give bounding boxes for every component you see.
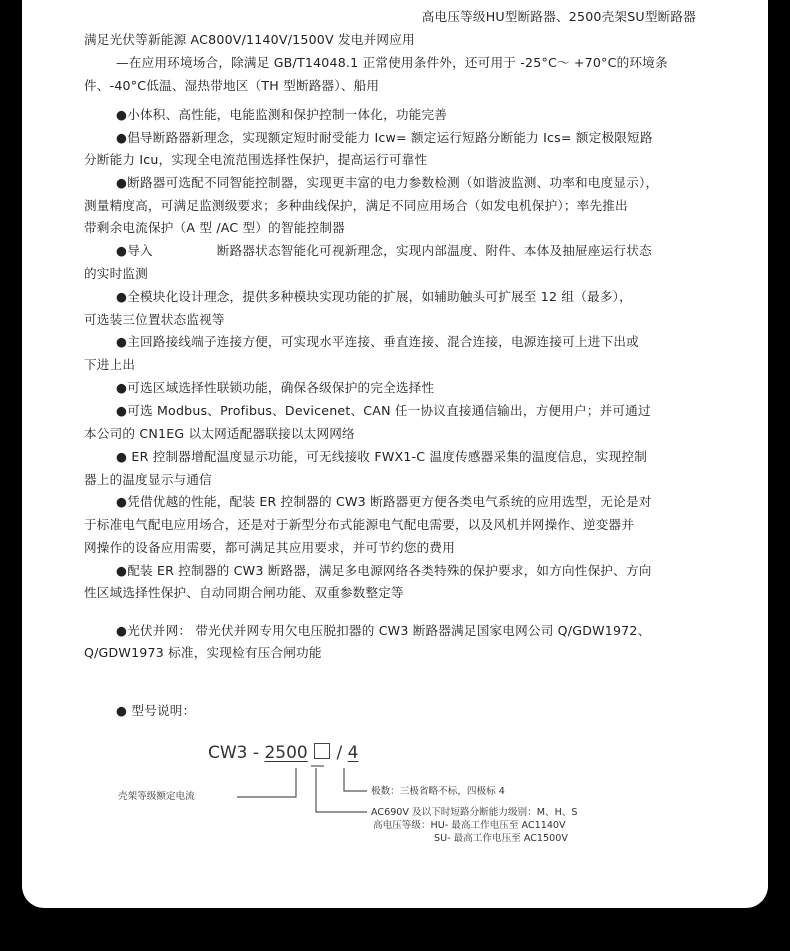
feature-text: 可选 Modbus、Profibus、Devicenet、CAN 任一协议直接通信输出，方便用户；并可通过 bbox=[127, 403, 651, 418]
feature-continuation: 的实时监测 bbox=[84, 266, 148, 281]
feature-continuation: 测量精度高，可满足监测级要求；多种曲线保护，满足不同应用场合（如发电机保护）；率先推出 bbox=[84, 198, 628, 213]
model-current: 2500 bbox=[264, 743, 308, 763]
leader-current bbox=[237, 768, 296, 797]
label-breaking-2: 高电压等级：HU- 最高工作电压至 AC1140V bbox=[373, 820, 566, 831]
feature-text: 配装 ER 控制器的 CW3 断路器，满足多电源网络各类特殊的保护要求，如方向性保护、方向 bbox=[127, 563, 652, 578]
feature-continuation: 带剩余电流保护（A 型 /AC 型）的智能控制器 bbox=[84, 220, 345, 235]
feature-continuation: 性区域选择性保护、自动同期合闸功能、双重参数整定等 bbox=[84, 585, 404, 600]
leader-poles bbox=[344, 768, 367, 791]
header-title: 高电压等级HU型断路器、2500壳架SU型断路器 bbox=[421, 9, 696, 24]
label-poles: 极数：三极省略不标，四极标 4 bbox=[371, 786, 505, 797]
environment-line-2: 件、-40°C低温、湿热带地区（TH 型断路器）、船用 bbox=[84, 78, 380, 93]
model-poles: 4 bbox=[347, 743, 359, 763]
feature-continuation: 网操作的设备应用需要，都可满足其应用要求，并可节约您的费用 bbox=[84, 540, 456, 555]
feature-text: 小体积、高性能，电能监测和保护控制一体化，功能完善 bbox=[127, 107, 448, 122]
feature-continuation: 器上的温度显示与通信 bbox=[84, 472, 212, 487]
feature-continuation: 分断能力 Icu，实现全电流范围选择性保护，提高运行可靠性 bbox=[84, 152, 428, 167]
leader-breaking bbox=[316, 768, 367, 812]
label-rated-current: 壳架等级额定电流 bbox=[118, 791, 195, 802]
label-breaking-3: SU- 最高工作电压至 AC1500V bbox=[434, 833, 568, 844]
feature-text: 光伏并网： 带光伏并网专用欠电压脱扣器的 CW3 断路器满足国家电网公司 Q/GDW1972、 bbox=[127, 623, 651, 638]
feature-text: 断路器状态智能化可视新理念，实现内部温度、附件、本体及抽屉座运行状态 bbox=[216, 243, 652, 258]
model-prefix: CW3 - bbox=[208, 743, 265, 763]
feature-text: 倡导断路器新理念，实现额定短时耐受能力 Icw= 额定运行短路分断能力 Ics= 额定极限短路 bbox=[127, 130, 653, 145]
feature-text: 可选区域选择性联锁功能，确保各级保护的完全选择性 bbox=[127, 380, 435, 395]
model-diagram-lines bbox=[22, 0, 768, 908]
feature-continuation: 可选装三位置状态监视等 bbox=[84, 312, 225, 327]
feature-continuation: 下进上出 bbox=[84, 357, 136, 372]
document-page bbox=[22, 0, 768, 908]
feature-continuation: 本公司的 CN1EG 以太网适配器联接以太网网络 bbox=[84, 426, 355, 441]
model-heading-text: 型号说明： bbox=[127, 703, 196, 718]
feature-text: 主回路接线端子连接方便，可实现水平连接、垂直连接、混合连接，电源连接可上进下出或 bbox=[127, 334, 639, 349]
feature-text: 断路器可选配不同智能控制器，实现更丰富的电力参数检测（如谐波监测、功率和电度显示）， bbox=[127, 175, 659, 190]
feature-text: 凭借优越的性能，配装 ER 控制器的 CW3 断路器更方便各类电气系统的应用选型，无论是对 bbox=[127, 494, 652, 509]
environment-line-1: —在应用环境场合，除满足 GB/T14048.1 正常使用条件外，还可用于 -25°C～ +70°C的环境条 bbox=[116, 55, 668, 70]
label-breaking-1: AC690V 及以下时短路分断能力级别：M、H、S bbox=[371, 807, 578, 818]
model-separator: / bbox=[331, 743, 348, 763]
feature-text: ER 控制器增配温度显示功能，可无线接收 FWX1-C 温度传感器采集的温度信息，实现控制 bbox=[127, 449, 647, 464]
intro-line: 满足光伏等新能源 AC800V/1140V/1500V 发电并网应用 bbox=[84, 32, 415, 47]
feature-continuation: Q/GDW1973 标准，实现检有压合闸功能 bbox=[84, 645, 322, 660]
feature-text: 全模块化设计理念，提供多种模块实现功能的扩展，如辅助触头可扩展至 12 组（最多）， bbox=[127, 289, 632, 304]
feature-lead: 导入 bbox=[127, 243, 153, 258]
feature-continuation: 于标准电气配电应用场合，还是对于新型分布式能源电气配电需要，以及风机并网操作、逆变器并 bbox=[84, 517, 635, 532]
